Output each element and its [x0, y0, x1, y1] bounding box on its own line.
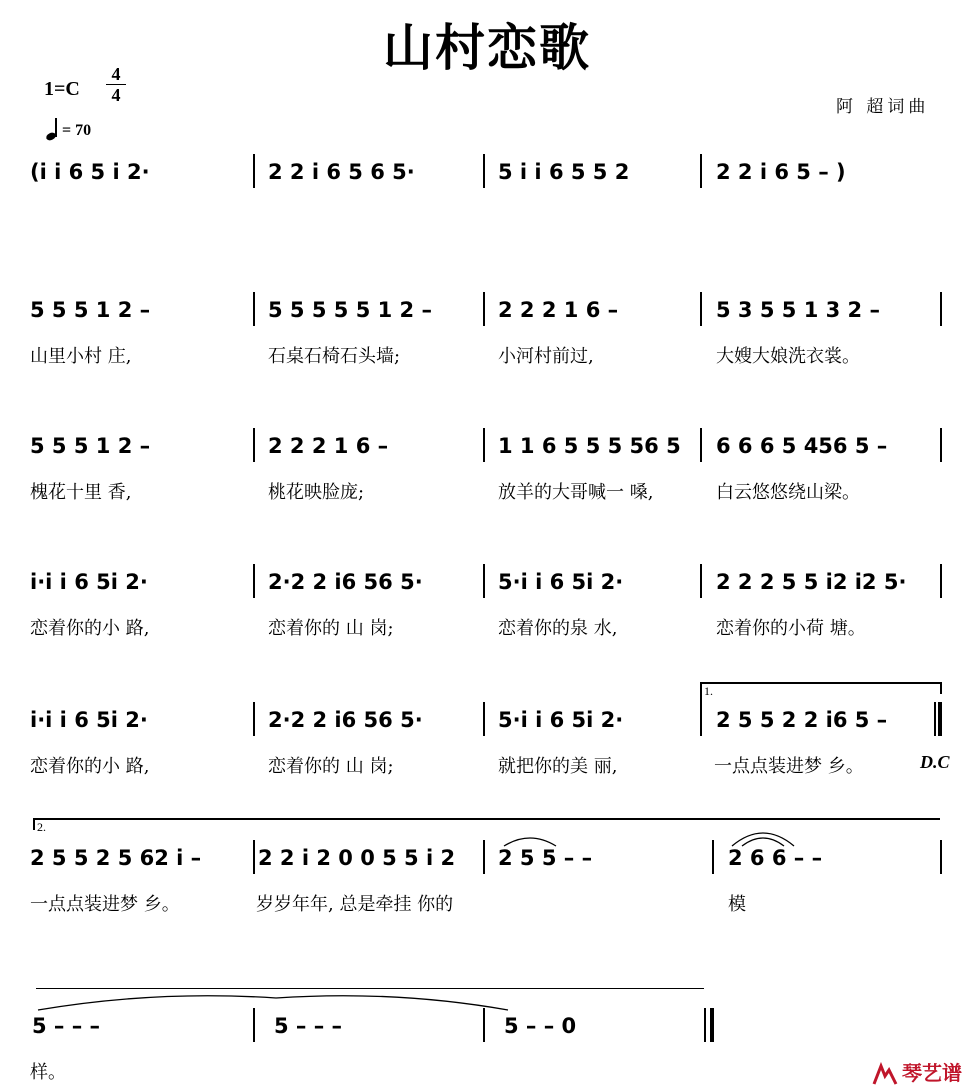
brand-name: 琴艺谱	[902, 1060, 962, 1085]
barline-final-thick	[710, 1008, 714, 1042]
barline	[253, 292, 255, 326]
lyric-2-1: 山里小村 庄,	[30, 346, 132, 367]
barline	[712, 840, 714, 874]
barline-final-thin	[934, 702, 936, 736]
tie-slur-mark	[34, 992, 514, 1012]
measure-2-2: 5 5 5 5 5 1 2 –	[268, 298, 432, 322]
barline	[700, 154, 702, 188]
volta-1-label: 1.	[704, 684, 713, 698]
measure-3-2: 2 2 2 1 6 –	[268, 434, 389, 458]
measure-3-3: 1 1 6 5 5 5 56 5	[498, 434, 681, 458]
measure-5-2: 2·2 2 i6 56 5·	[268, 708, 423, 732]
measure-5-3: 5·i i 6 5i 2·	[498, 708, 624, 732]
lyric-3-4: 白云悠悠绕山梁。	[716, 482, 860, 503]
barline	[483, 154, 485, 188]
brand-watermark	[872, 1057, 962, 1087]
lyric-7-1: 样。	[30, 1062, 66, 1083]
barline-final-thin	[704, 1008, 706, 1042]
measure-2-3: 2 2 2 1 6 –	[498, 298, 619, 322]
measure-1-4: 2 2 i 6 5 – )	[716, 160, 846, 184]
barline	[700, 292, 702, 326]
lyric-3-3: 放羊的大哥喊一 嗓,	[498, 482, 654, 503]
barline	[483, 840, 485, 874]
measure-7-1: 5 – – –	[32, 1014, 101, 1038]
barline	[483, 1008, 485, 1042]
lyric-5-3: 就把你的美 丽,	[498, 756, 618, 777]
measure-7-2: 5 – – –	[274, 1014, 343, 1038]
time-signature	[104, 64, 128, 105]
barline	[253, 702, 255, 736]
measure-5-1: i·i i 6 5i 2·	[30, 708, 148, 732]
barline	[940, 564, 942, 598]
measure-4-2: 2·2 2 i6 56 5·	[268, 570, 423, 594]
lyric-6-1: 一点点装进梦 乡。	[30, 894, 180, 915]
brand-logo-icon	[872, 1062, 898, 1086]
lyric-2-4: 大嫂大娘洗衣裳。	[716, 346, 860, 367]
lyric-5-1: 恋着你的小 路,	[30, 756, 150, 777]
measure-6-2: 2 2 i 2 0 0 5 5 i 2	[258, 846, 456, 870]
barline-final-thick	[938, 702, 942, 736]
barline	[253, 564, 255, 598]
measure-1-1: (i i 6 5 i 2·	[30, 160, 150, 184]
measure-4-1: i·i i 6 5i 2·	[30, 570, 148, 594]
quarter-note-icon	[44, 118, 62, 140]
measure-6-3: 2 5 5 – –	[498, 846, 593, 870]
tempo-value: = 70	[62, 122, 92, 139]
barline	[253, 840, 255, 874]
lyric-4-1: 恋着你的小 路,	[30, 618, 150, 639]
credit: 阿 超词曲	[836, 97, 930, 117]
lyric-4-3: 恋着你的泉 水,	[498, 618, 618, 639]
volta-2-bracket	[33, 818, 940, 820]
measure-7-3: 5 – – 0	[504, 1014, 577, 1038]
volta-1-bracket	[700, 682, 940, 684]
measure-1-2: 2 2 i 6 5 6 5·	[268, 160, 415, 184]
barline	[253, 154, 255, 188]
barline	[483, 428, 485, 462]
time-signature-bottom: 4	[111, 85, 121, 105]
barline	[253, 1008, 255, 1042]
volta-1-bracket-end	[940, 682, 942, 694]
lyric-5-2: 恋着你的 山 岗;	[268, 756, 394, 777]
lyric-6-4: 模	[728, 894, 746, 915]
measure-2-4: 5 3 5 5 1 3 2 –	[716, 298, 880, 322]
volta-2-label: 2.	[37, 820, 46, 834]
barline	[700, 564, 702, 598]
barline	[940, 428, 942, 462]
measure-4-3: 5·i i 6 5i 2·	[498, 570, 624, 594]
barline	[253, 428, 255, 462]
measure-4-4: 2 2 2 5 5 i2 i2 5·	[716, 570, 907, 594]
volta-2-bracket-start	[33, 818, 35, 830]
key-signature: 1=C	[44, 78, 80, 100]
lyric-6-2: 岁岁年年, 总是牵挂 你的	[256, 894, 454, 915]
lyric-4-2: 恋着你的 山 岗;	[268, 618, 394, 639]
lyric-5-4: 一点点装进梦 乡。	[714, 756, 864, 777]
measure-3-4: 6 6 6 5 456 5 –	[716, 434, 888, 458]
barline	[700, 682, 702, 736]
lyric-2-2: 石桌石椅石头墙;	[268, 346, 401, 367]
page-title: 山村恋歌	[383, 19, 591, 77]
measure-6-4: 2 6 6 – –	[728, 846, 823, 870]
tie-line	[36, 988, 704, 989]
tie-slur-mark	[728, 824, 798, 848]
measure-5-4: 2 5 5 2 2 i6 5 –	[716, 708, 888, 732]
lyric-2-3: 小河村前过,	[498, 346, 594, 367]
time-signature-top: 4	[111, 64, 121, 84]
barline	[940, 840, 942, 874]
barline	[700, 428, 702, 462]
tempo-marking	[44, 118, 91, 140]
barline	[483, 292, 485, 326]
barline	[940, 292, 942, 326]
lyric-3-1: 槐花十里 香,	[30, 482, 132, 503]
lyric-3-2: 桃花映脸庞;	[268, 482, 365, 503]
measure-1-3: 5 i i 6 5 5 2	[498, 160, 630, 184]
barline	[483, 564, 485, 598]
measure-2-1: 5 5 5 1 2 –	[30, 298, 151, 322]
barline	[483, 702, 485, 736]
measure-6-1: 2 5 5 2 5 62 i –	[30, 846, 202, 870]
measure-3-1: 5 5 5 1 2 –	[30, 434, 151, 458]
dc-instruction: D.C	[920, 752, 950, 772]
tie-slur-mark	[500, 832, 560, 848]
lyric-4-4: 恋着你的小荷 塘。	[716, 618, 866, 639]
